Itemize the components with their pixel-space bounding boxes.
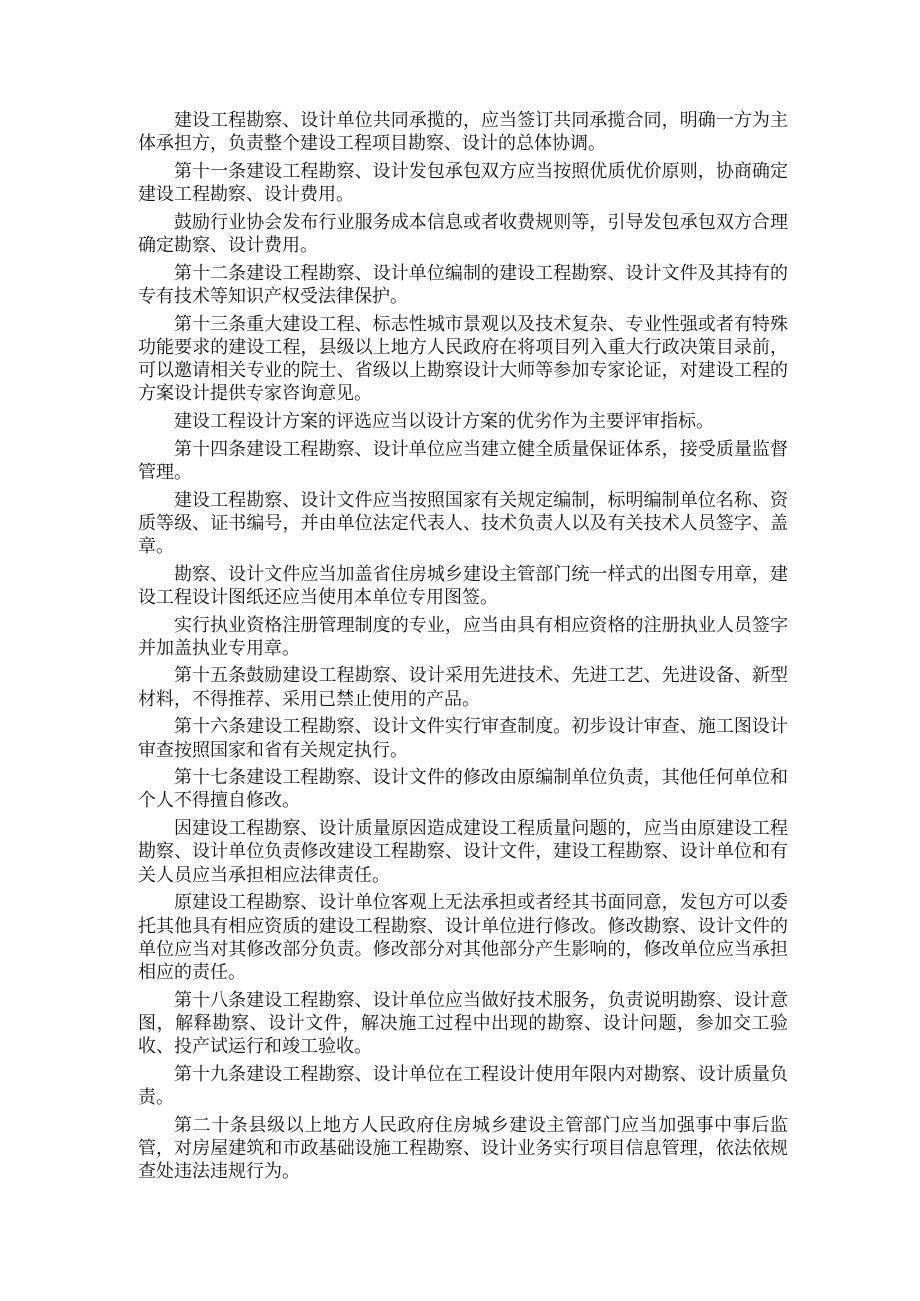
paragraph-article-14: 第十四条建设工程勘察、设计单位应当建立健全质量保证体系，接受质量监督管理。 [138, 438, 788, 483]
paragraph-entrusted-modification: 原建设工程勘察、设计单位客观上无法承担或者经其书面同意，发包方可以委托其他具有相应资质的建设工程勘察、设计单位进行修改。修改勘察、设计文件的单位应当对其修改部分负责。修改部分对其他部分产生影响的，修改单位应当承担相应的责任。 [138, 892, 788, 983]
paragraph-article-20: 第二十条县级以上地方人民政府住房城乡建设主管部门应当加强事中事后监管，对房屋建筑和市政基础设施工程勘察、设计业务实行项目信息管理，依法依规查处违法违规行为。 [138, 1114, 788, 1183]
paragraph-quality-liability: 因建设工程勘察、设计质量原因造成建设工程质量问题的，应当由原建设工程勘察、设计单位负责修改建设工程勘察、设计文件，建设工程勘察、设计单位和有关人员应当承担相应法律责任。 [138, 818, 788, 886]
paragraph-article-15: 第十五条鼓励建设工程勘察、设计采用先进技术、先进工艺、先进设备、新型材料，不得推荐、采用已禁止使用的产品。 [138, 665, 788, 710]
paragraph-article-12: 第十二条建设工程勘察、设计单位编制的建设工程勘察、设计文件及其持有的专有技术等知识产权受法律保护。 [138, 262, 788, 307]
paragraph-registered-practitioner: 实行执业资格注册管理制度的专业，应当由具有相应资格的注册执业人员签字并加盖执业专用章。 [138, 614, 788, 659]
paragraph-document-preparation: 建设工程勘察、设计文件应当按照国家有关规定编制，标明编制单位名称、资质等级、证书编号，并由单位法定代表人、技术负责人以及有关技术人员签字、盖章。 [138, 489, 788, 557]
paragraph-drawing-seal: 勘察、设计文件应当加盖省住房城乡建设主管部门统一样式的出图专用章，建设工程设计图纸还应当使用本单位专用图签。 [138, 563, 788, 608]
paragraph-article-19: 第十九条建设工程勘察、设计单位在工程设计使用年限内对勘察、设计质量负责。 [138, 1063, 788, 1108]
paragraph-article-13: 第十三条重大建设工程、标志性城市景观以及技术复杂、专业性强或者有特殊功能要求的建设工程，县级以上地方人民政府在将项目列入重大行政决策目录前，可以邀请相关专业的院士、省级以上勘察设计大师等参加专家论证，对建设工程的方案设计提供专家咨询意见。 [138, 313, 788, 405]
paragraph-design-scheme-evaluation: 建设工程设计方案的评选应当以设计方案的优劣作为主要评审指标。 [174, 410, 714, 432]
paragraph-article-17: 第十七条建设工程勘察、设计文件的修改由原编制单位负责，其他任何单位和个人不得擅自修改。 [138, 767, 788, 812]
paragraph-article-11: 第十一条建设工程勘察、设计发包承包双方应当按照优质优价原则，协商确定建设工程勘察、设计费用。 [138, 160, 788, 206]
paragraph-article-18: 第十八条建设工程勘察、设计单位应当做好技术服务，负责说明勘察、设计意图，解释勘察、设计文件，解决施工过程中出现的勘察、设计问题，参加交工验收、投产试运行和竣工验收。 [138, 989, 788, 1058]
paragraph-industry-association: 鼓励行业协会发布行业服务成本信息或者收费规则等，引导发包承包双方合理确定勘察、设计费用。 [138, 211, 788, 257]
paragraph-article-16: 第十六条建设工程勘察、设计文件实行审查制度。初步设计审查、施工图设计审查按照国家和省有关规定执行。 [138, 716, 788, 761]
paragraph-joint-contracting: 建设工程勘察、设计单位共同承揽的，应当签订共同承揽合同，明确一方为主体承担方，负责整个建设工程项目勘察、设计的总体协调。 [138, 110, 788, 155]
document-body [138, 109, 788, 1188]
